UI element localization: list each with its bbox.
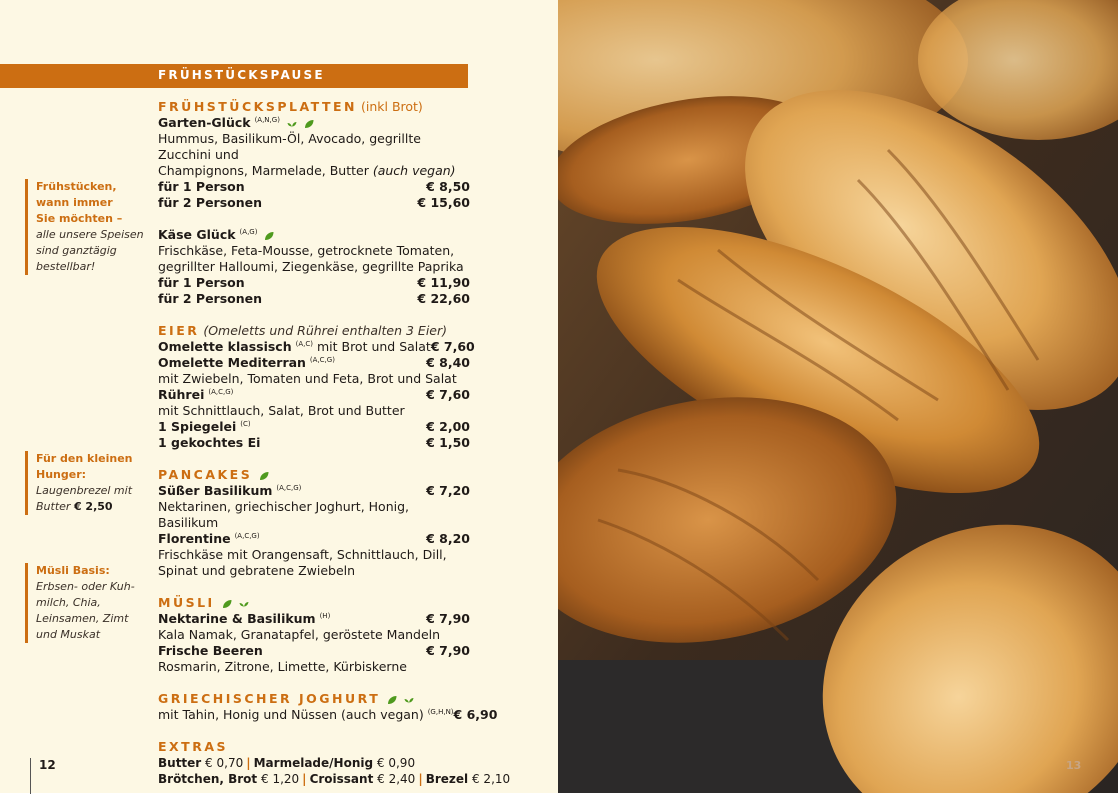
allergen-codes: (A,C,G)	[276, 483, 302, 492]
side-note-line: Leinsamen, Zimt	[36, 612, 129, 625]
side-note-line: Frühstücken,	[36, 180, 117, 193]
side-note-line	[36, 499, 146, 515]
sprout-icon	[239, 599, 249, 609]
menu-item-kaese-glueck: Käse Glück $^{(A,G)}$ Frischkäse, Feta-Mousse, getrocknete Tomaten, gegrillter Halloumi, Ziegenkäse, gegrillte Paprika für 1 Person € 11,90 für 2 Personen € 22,60	[158, 227, 470, 306]
price-row: für 2 Personen € 22,60	[158, 291, 470, 306]
page-number-right: 13	[1066, 759, 1082, 772]
leaf-icon	[259, 471, 269, 481]
side-note-line: Für den kleinen	[36, 452, 133, 465]
item-description: mit Zwiebeln, Tomaten und Feta, Brot und Salat	[158, 371, 457, 386]
side-note-line: bestellbar!	[36, 260, 96, 273]
side-note-anytime	[25, 179, 146, 275]
leaf-icon	[222, 599, 232, 609]
croissant-illustration	[558, 0, 1118, 793]
item-description: Champignons, Marmelade, Butter (auch vegan)	[158, 163, 456, 178]
item-description: Nektarinen, griechischer Joghurt, Honig, Basilikum	[158, 499, 410, 530]
menu-item-spiegelei: 1 Spiegelei $^{(C)}$ € 2,00	[158, 419, 470, 434]
side-note-line: sind ganztägig	[36, 244, 117, 257]
menu-item-garten-glueck: Garten-Glück $^{(A,N,G)}$ Hummus, Basilikum-Öl, Avocado, gegrillte Zucchini und Champignons, Marmelade, Butter (auch vegan) für 1 Person € 8,50 für 2 Personen € 15,60	[158, 115, 470, 210]
allergen-codes: (A,N,G)	[254, 115, 280, 124]
section-heading-eier: EIER (Omeletts und Rührei enthalten 3 Eier)	[158, 323, 447, 338]
leaf-icon	[264, 231, 274, 241]
price-row: für 1 Person € 11,90	[158, 275, 470, 290]
leaf-icon	[304, 119, 314, 129]
item-description: Hummus, Basilikum-Öl, Avocado, gegrillte Zucchini und	[158, 131, 421, 162]
leaf-icon	[387, 695, 397, 705]
page-number-left: 12	[30, 758, 56, 794]
menu-item-omelette-mediterran: Omelette Mediterran $^{(A,C,G)}$ € 8,40	[158, 355, 470, 370]
page-title: FRÜHSTÜCKSPAUSE	[158, 68, 325, 82]
item-description: mit Schnittlauch, Salat, Brot und Butter	[158, 403, 405, 418]
allergen-codes: (G,H,N)	[427, 707, 454, 716]
allergen-codes: (C)	[240, 419, 251, 428]
section-header-bar	[0, 64, 468, 88]
allergen-codes: (H)	[319, 611, 331, 620]
menu-item-joghurt: mit Tahin, Honig und Nüssen (auch vegan) $^{(G,H,N)}$ € 6,90	[158, 707, 498, 722]
croissant-photo	[558, 0, 1118, 793]
side-note-line: Sie möchten –	[36, 212, 123, 225]
side-note-line: milch, Chia,	[36, 596, 101, 609]
item-description: Rosmarin, Zitrone, Limette, Kürbiskerne	[158, 659, 407, 674]
section-heading-extras: EXTRAS	[158, 739, 229, 754]
menu-item-frische-beeren: Frische Beeren € 7,90	[158, 643, 470, 658]
item-description: Kala Namak, Granatapfel, geröstete Mandeln	[158, 627, 441, 642]
section-heading-muesli: MÜSLI	[158, 595, 470, 611]
allergen-codes: (A,C,G)	[208, 387, 234, 396]
side-note-line: Laugenbrezel mit	[36, 484, 133, 497]
side-note-small-hunger	[25, 451, 146, 515]
section-heading-pancakes: PANCAKES	[158, 467, 470, 483]
left-page	[0, 0, 558, 793]
menu-item-florentine: Florentine $^{(A,C,G)}$ € 8,20	[158, 531, 470, 546]
section-heading-platten: FRÜHSTÜCKSPLATTEN (inkl Brot)	[158, 99, 423, 114]
side-note-line: Hunger:	[36, 468, 87, 481]
side-note-line: und Muskat	[36, 628, 101, 641]
item-description: gegrillter Halloumi, Ziegenkäse, gegrillte Paprika	[158, 259, 464, 274]
menu-item-omelette-klassisch: Omelette klassisch $^{(A,C)}$ mit Brot und Salat € 7,60	[158, 339, 475, 354]
side-note-text: Butter	[36, 500, 71, 513]
side-note-line: wann immer	[36, 196, 113, 209]
sprout-icon	[404, 695, 414, 705]
item-description: Frischkäse mit Orangensaft, Schnittlauch, Dill,	[158, 547, 447, 562]
allergen-codes: (A,C)	[295, 339, 313, 348]
menu-item-gekochtes-ei: 1 gekochtes Ei € 1,50	[158, 435, 470, 450]
price-row: für 2 Personen € 15,60	[158, 195, 470, 210]
side-note-line: alle unsere Speisen	[36, 228, 144, 241]
sprout-icon	[287, 119, 297, 129]
menu-item-ruehrei: Rührei $^{(A,C,G)}$ € 7,60	[158, 387, 470, 402]
side-note-line: Erbsen- oder Kuh-	[36, 580, 135, 593]
side-note-muesli-basis	[25, 563, 146, 643]
item-description: Spinat und gebratene Zwiebeln	[158, 563, 356, 578]
allergen-codes: (A,C,G)	[234, 531, 260, 540]
menu-item-nektarine-basilikum: Nektarine & Basilikum $^{(H)}$ € 7,90	[158, 611, 470, 626]
allergen-codes: (A,G)	[239, 227, 258, 236]
price-row: für 1 Person € 8,50	[158, 179, 470, 194]
menu-item-suesser-basilikum: Süßer Basilikum $^{(A,C,G)}$ € 7,20	[158, 483, 470, 498]
item-description: Frischkäse, Feta-Mousse, getrocknete Tomaten,	[158, 243, 455, 258]
section-heading-joghurt: GRIECHISCHER JOGHURT	[158, 691, 470, 707]
side-note-price: € 2,50	[73, 500, 113, 513]
extras-line-2: Brötchen, Brot € 1,20 | Croissant € 2,40 | Brezel € 2,10	[158, 772, 511, 786]
allergen-codes: (A,C,G)	[309, 355, 335, 364]
extras-line-1: Butter € 0,70 | Marmelade/Honig € 0,90	[158, 756, 416, 770]
menu-column	[158, 99, 511, 787]
side-note-line: Müsli Basis:	[36, 564, 110, 577]
